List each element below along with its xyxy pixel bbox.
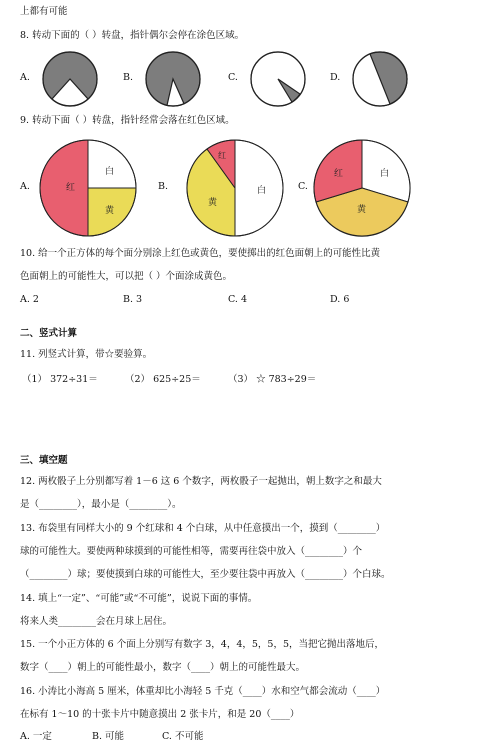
- q16-option-b[interactable]: B. 可能: [92, 731, 125, 742]
- q9-c-white-label: 白: [380, 169, 390, 179]
- q9-option-c-label[interactable]: C.: [298, 181, 308, 192]
- intro-text: 上都有可能: [20, 6, 68, 17]
- q10-option-c[interactable]: C. 4: [228, 294, 248, 305]
- q9-option-b-label[interactable]: B.: [158, 181, 169, 192]
- q10-option-d[interactable]: D. 6: [330, 294, 350, 305]
- q9-c-yellow-label: 黄: [357, 205, 367, 215]
- q9-b-white-label: 白: [257, 186, 267, 196]
- q9-spinner-c[interactable]: [312, 138, 412, 238]
- section-2-heading: 二、竖式计算: [20, 328, 78, 339]
- q8-option-b-label[interactable]: B.: [123, 72, 134, 83]
- q8-spinner-c[interactable]: [248, 49, 308, 109]
- q16-option-a[interactable]: A. 一定: [20, 731, 52, 742]
- question-15-line1: 15. 一个小正方体的 6 个面上分别写有数字 3，4，4，5，5，5，当把它抛出落地后，: [20, 639, 384, 650]
- q11-item-2: （2） 625÷25＝: [125, 374, 201, 385]
- q11-item-3: （3） ☆ 783÷29＝: [228, 374, 317, 385]
- question-8: 8. 转动下面的（ ）转盘，指针偶尔会停在涂色区域。: [20, 30, 245, 41]
- question-9: 9. 转动下面（ ）转盘，指针经常会落在红色区域。: [20, 115, 235, 126]
- question-14: 14. 填上“一定”、“可能”或“不可能”，说说下面的事情。: [20, 593, 258, 604]
- question-12-line1: 12. 两枚骰子上分别都写着 1－6 这 6 个数字，两枚骰子一起抛出，朝上数字之和最大: [20, 476, 382, 487]
- q10-option-a[interactable]: A. 2: [20, 294, 39, 305]
- question-13-line1: 13. 布袋里有同样大小的 9 个红球和 4 个白球，从中任意摸出一个，摸到（________）: [20, 523, 386, 534]
- question-10-line1: 10. 给一个正方体的每个面分别涂上红色或黄色，要使掷出的红色面朝上的可能性比黄: [20, 248, 381, 259]
- q9-b-yellow-label: 黄: [208, 198, 218, 208]
- q8-spinner-b[interactable]: [143, 49, 203, 109]
- question-12-line2: 是（________），最小是（________）。: [20, 499, 182, 510]
- question-16-line2: 在标有 1～10 的十张卡片中随意摸出 2 张卡片，和是 20（____）: [20, 709, 300, 720]
- q16-option-c[interactable]: C. 不可能: [162, 731, 204, 742]
- q8-spinner-a[interactable]: [40, 49, 100, 109]
- question-10-line2: 色面朝上的可能性大，可以把（ ）个面涂成黄色。: [20, 271, 233, 282]
- question-11: 11. 列竖式计算，带☆要验算。: [20, 349, 153, 360]
- q10-option-b[interactable]: B. 3: [123, 294, 143, 305]
- q9-a-red-label: 红: [66, 183, 76, 193]
- question-15-line2: 数字（____）朝上的可能性最小，数字（____）朝上的可能性最大。: [20, 662, 306, 673]
- q9-a-yellow-label: 黄: [105, 206, 115, 216]
- q8-spinner-d[interactable]: [350, 49, 410, 109]
- question-13-line3: （________）球；要使摸到白球的可能性大，至少要往袋中再放入（________）个白球。: [20, 569, 391, 580]
- question-13-line2: 球的可能性大。要使两种球摸到的可能性相等，需要再往袋中放入（________）个: [20, 546, 363, 557]
- question-14-item: 将来人类________会在月球上居住。: [20, 616, 173, 627]
- section-3-heading: 三、填空题: [20, 455, 68, 466]
- q8-option-c-label[interactable]: C.: [228, 72, 238, 83]
- q9-b-red-label: 红: [218, 151, 226, 160]
- q9-option-a-label[interactable]: A.: [20, 181, 30, 192]
- q9-a-white-label: 白: [105, 167, 115, 177]
- q9-c-red-label: 红: [334, 169, 344, 179]
- q9-spinner-a[interactable]: [38, 138, 138, 238]
- q8-option-d-label[interactable]: D.: [330, 72, 341, 83]
- q8-option-a-label[interactable]: A.: [20, 72, 30, 83]
- question-16-line1: 16. 小涛比小海高 5 厘米，体重却比小海轻 5 千克（____）水和空气都会流动（____）: [20, 686, 386, 697]
- q9-spinner-b[interactable]: [185, 138, 285, 238]
- q11-item-1: （1） 372÷31＝: [22, 374, 98, 385]
